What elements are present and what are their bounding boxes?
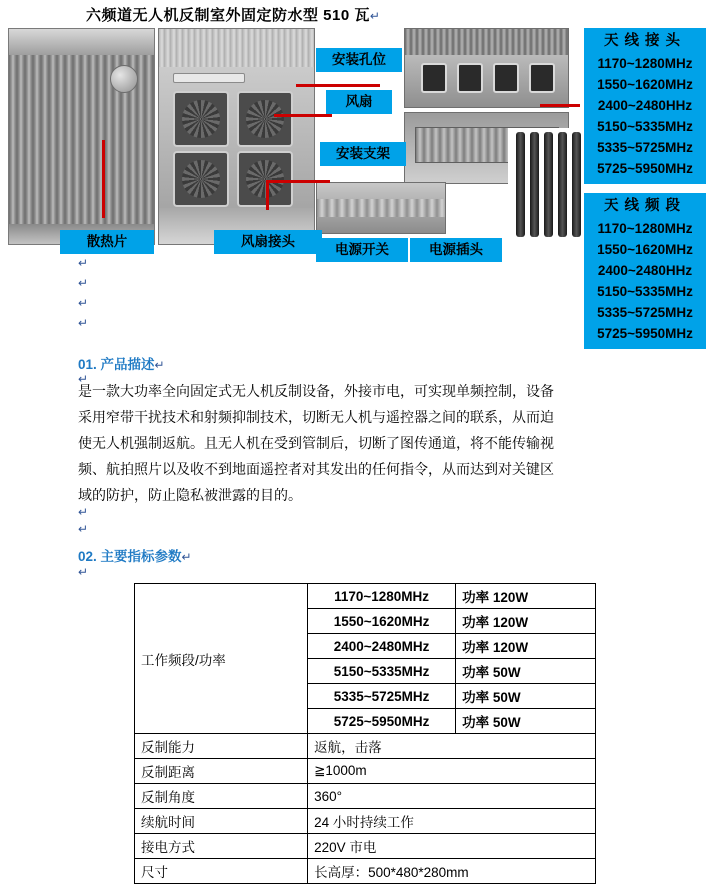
row-value: 360° bbox=[308, 784, 596, 809]
callout-power-switch-label: 电源开关 bbox=[335, 242, 389, 257]
mount-hole bbox=[457, 63, 483, 93]
power-value: 功率 120W bbox=[456, 609, 596, 634]
section-heading-01-text: 01. 产品描述 bbox=[78, 357, 155, 372]
row-value: 返航，击落 bbox=[308, 734, 596, 759]
paragraph-mark: ↵ bbox=[78, 522, 89, 536]
row-label: 反制距离 bbox=[135, 759, 308, 784]
callout-arrow-heatsink bbox=[102, 140, 105, 218]
row-label: 接电方式 bbox=[135, 834, 308, 859]
callout-mount-hole-label: 安装孔位 bbox=[332, 52, 386, 67]
row-label: 反制角度 bbox=[135, 784, 308, 809]
mount-hole bbox=[493, 63, 519, 93]
product-photo-antennas bbox=[508, 128, 586, 243]
row-label: 反制能力 bbox=[135, 734, 308, 759]
spec-item: 2400~2480HHz bbox=[597, 263, 693, 278]
table-row bbox=[135, 584, 596, 609]
paragraph-mark: ↵ bbox=[78, 316, 89, 330]
spec-item: 1170~1280MHz bbox=[597, 221, 693, 236]
callout-arrow-antenna-connector bbox=[540, 104, 580, 107]
spec-item: 5335~5725MHz bbox=[597, 305, 693, 320]
antenna-rod bbox=[530, 132, 539, 237]
table-row bbox=[135, 809, 596, 834]
row-label: 尺寸 bbox=[135, 859, 308, 884]
description-line: 是一款大功率全向固定式无人机反制设备，外接市电，可实现单频控制，设备 bbox=[78, 383, 554, 399]
fan-unit bbox=[173, 91, 229, 147]
row-value: 220V 市电 bbox=[308, 834, 596, 859]
power-value: 功率 50W bbox=[456, 659, 596, 684]
antenna-rod bbox=[572, 132, 581, 237]
callout-heatsink-label: 散热片 bbox=[86, 234, 128, 249]
paragraph-mark: ↵ bbox=[78, 256, 89, 270]
heatsink-top-cap bbox=[9, 29, 154, 55]
spec-table bbox=[134, 583, 596, 884]
callout-heatsink bbox=[60, 230, 154, 254]
description-line: 域的防护，防止隐私被泄露的目的。 bbox=[78, 487, 302, 503]
table-row bbox=[135, 759, 596, 784]
callout-power-switch bbox=[316, 238, 408, 262]
description-line: 频、航拍照片以及收不到地面遥控者对其发出的任何指令，从而达到对关键区 bbox=[78, 461, 554, 477]
mount-hole bbox=[421, 63, 447, 93]
spec-box-antenna-band bbox=[584, 193, 706, 349]
callout-mount-bracket-label: 安装支架 bbox=[336, 146, 390, 161]
paragraph-mark: ↵ bbox=[78, 505, 89, 519]
band-value: 5335~5725MHz bbox=[308, 684, 456, 709]
table-row bbox=[135, 834, 596, 859]
spec-item: 5335~5725MHz bbox=[597, 140, 693, 155]
spec-item: 1550~1620MHz bbox=[597, 77, 693, 92]
callout-arrow-fan bbox=[274, 114, 332, 117]
callout-fan-connector bbox=[214, 230, 322, 254]
callout-arrow-bracket bbox=[268, 180, 330, 183]
paragraph-mark: ↵ bbox=[369, 9, 381, 23]
description-line: 采用窄带干扰技术和射频抑制技术，切断无人机与遥控器之间的联系，从而迫 bbox=[78, 409, 554, 425]
section-heading-01 bbox=[78, 353, 165, 373]
spec-item: 1550~1620MHz bbox=[597, 242, 693, 257]
main-unit-indicator-strip bbox=[173, 73, 245, 83]
row-label: 续航时间 bbox=[135, 809, 308, 834]
power-value: 功率 50W bbox=[456, 709, 596, 734]
paragraph-mark: ↵ bbox=[154, 358, 165, 372]
callout-fan-label: 风扇 bbox=[345, 94, 373, 109]
section-heading-02 bbox=[78, 545, 192, 565]
table-row bbox=[135, 734, 596, 759]
row-value: ≧1000m bbox=[308, 759, 596, 784]
power-value: 功率 120W bbox=[456, 584, 596, 609]
band-value: 1550~1620MHz bbox=[308, 609, 456, 634]
spec-box-antenna-connector bbox=[584, 28, 706, 184]
callout-mount-bracket bbox=[320, 142, 406, 166]
page-title-text: 六频道无人机反制室外固定防水型 510 瓦 bbox=[86, 7, 370, 24]
antenna-rod bbox=[544, 132, 553, 237]
band-value: 5150~5335MHz bbox=[308, 659, 456, 684]
mount-photo-fins bbox=[405, 29, 568, 55]
product-photo-main-unit bbox=[158, 28, 315, 245]
fan-unit bbox=[237, 91, 293, 147]
spec-item: 5725~5950MHz bbox=[597, 161, 693, 176]
spec-item: 1170~1280MHz bbox=[597, 56, 693, 71]
antenna-rod bbox=[558, 132, 567, 237]
product-photo-power-panel bbox=[316, 182, 446, 234]
description-line: 使无人机强制返航。且无人机在受到管制后，切断了图传通道，将不能传输视 bbox=[78, 435, 554, 451]
section-heading-02-text: 02. 主要指标参数 bbox=[78, 549, 182, 564]
band-value: 5725~5950MHz bbox=[308, 709, 456, 734]
paragraph-mark: ↵ bbox=[78, 296, 89, 310]
paragraph-mark: ↵ bbox=[78, 565, 89, 579]
paragraph-mark: ↵ bbox=[78, 276, 89, 290]
heatsink-knob bbox=[110, 65, 138, 93]
band-value: 1170~1280MHz bbox=[308, 584, 456, 609]
table-row bbox=[135, 859, 596, 884]
spec-box-antenna-band-title: 天线频段 bbox=[604, 198, 686, 214]
power-value: 功率 50W bbox=[456, 684, 596, 709]
product-photo-heatsink bbox=[8, 28, 155, 245]
page-title bbox=[86, 4, 380, 25]
callout-mount-hole bbox=[316, 48, 402, 72]
callout-arrow-mount-hole bbox=[296, 84, 380, 87]
callout-power-plug-label: 电源插头 bbox=[429, 242, 483, 257]
power-value: 功率 120W bbox=[456, 634, 596, 659]
paragraph-mark: ↵ bbox=[181, 550, 192, 564]
spec-item: 2400~2480HHz bbox=[597, 98, 693, 113]
main-unit-top-fins bbox=[159, 29, 314, 67]
callout-arrow-bracket-stem bbox=[266, 180, 269, 210]
callout-power-plug bbox=[410, 238, 502, 262]
spec-item: 5150~5335MHz bbox=[597, 119, 693, 134]
band-value: 2400~2480MHz bbox=[308, 634, 456, 659]
product-photo-mount-holes bbox=[404, 28, 569, 108]
fan-unit bbox=[237, 151, 293, 207]
fan-unit bbox=[173, 151, 229, 207]
product-description bbox=[78, 378, 638, 508]
power-panel-strip bbox=[317, 199, 445, 217]
frequency-power-label: 工作频段/功率 bbox=[135, 584, 308, 734]
spec-item: 5150~5335MHz bbox=[597, 284, 693, 299]
row-value: 长高厚：500*480*280mm bbox=[308, 859, 596, 884]
antenna-rod bbox=[516, 132, 525, 237]
callout-fan bbox=[326, 90, 392, 114]
spec-item: 5725~5950MHz bbox=[597, 326, 693, 341]
row-value: 24 小时持续工作 bbox=[308, 809, 596, 834]
spec-box-antenna-connector-title: 天线接头 bbox=[604, 33, 686, 49]
paragraph-mark: ↵ bbox=[78, 372, 89, 386]
callout-fan-connector-label: 风扇接头 bbox=[241, 234, 295, 249]
mount-hole bbox=[529, 63, 555, 93]
table-row bbox=[135, 784, 596, 809]
